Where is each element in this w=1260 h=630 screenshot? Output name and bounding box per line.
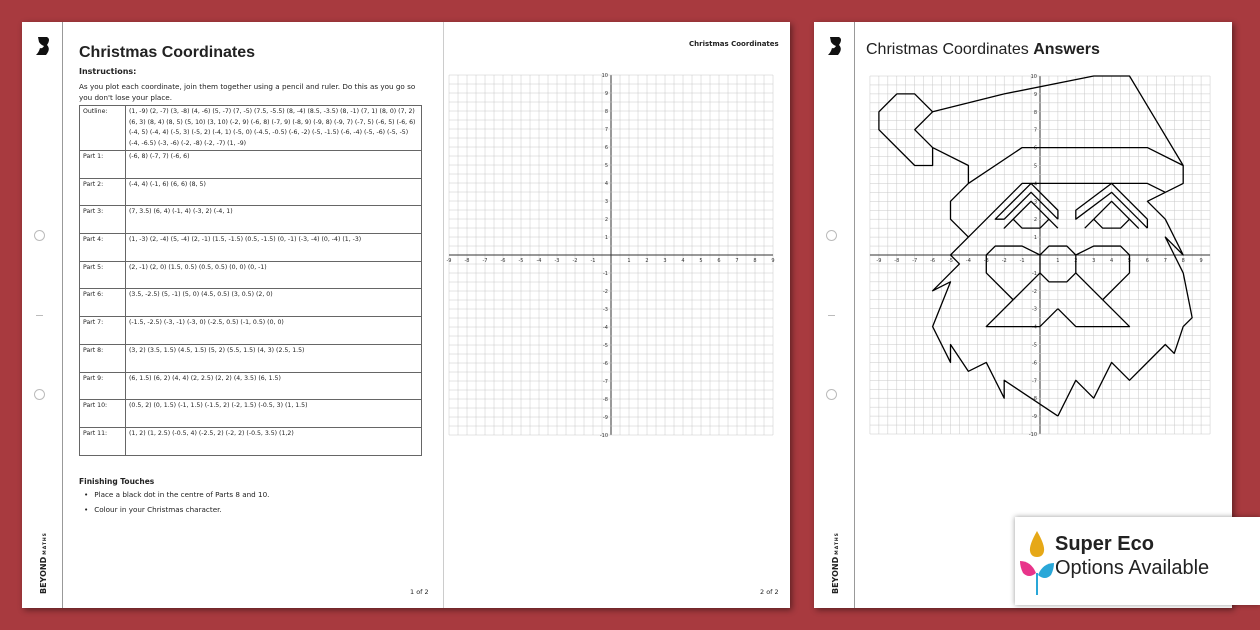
row-coordinates: (-4, 4) (-1, 6) (6, 6) (8, 5) [126,178,422,206]
y-tick-label: 6 [604,145,608,151]
y-tick-label: 1 [604,235,608,241]
x-tick-label: -2 [1001,258,1007,264]
y-tick-label: 7 [604,127,608,133]
row-coordinates: (1, -3) (2, -4) (5, -4) (2, -1) (1.5, -1.5) (0.5, -1.5) (0, -1) (-3, -4) (0, -4) (1, -3) [126,234,422,262]
y-tick-label: 7 [1033,127,1037,134]
x-tick-label: 9 [771,258,775,264]
row-coordinates: (-1.5, -2.5) (-3, -1) (-3, 0) (-2.5, 0.5) (-1, 0.5) (0, 0) [126,317,422,345]
x-tick-label: 8 [1181,258,1185,264]
x-tick-label: -3 [983,258,989,264]
y-tick-label: -2 [1032,288,1037,295]
super-eco-badge[interactable] [1015,517,1260,605]
eco-line2: Options Available [1055,557,1210,579]
x-tick-label: -9 [876,258,882,264]
y-tick-label: -4 [603,325,608,331]
x-tick-label: 9 [1199,258,1203,264]
row-coordinates: (2, -1) (2, 0) (1.5, 0.5) (0.5, 0.5) (0, 0) (0, -1) [126,261,422,289]
row-label: Part 9: [80,372,126,400]
y-tick-label: 5 [1033,163,1037,170]
y-tick-label: -5 [603,343,608,349]
y-tick-label: -1 [1032,270,1037,277]
x-tick-label: 6 [1145,258,1149,264]
y-tick-label: 10 [1030,74,1037,80]
x-tick-label: 2 [645,258,649,264]
finishing-heading: Finishing Touches [79,477,155,486]
page-number: 2 of 2 [760,588,779,596]
row-label: Part 4: [80,234,126,262]
page-number: 1 of 2 [410,588,429,596]
y-tick-label: 3 [1033,199,1037,206]
y-tick-label: 5 [604,163,608,169]
x-tick-label: 5 [1127,258,1132,264]
x-tick-label: -7 [482,258,488,264]
y-tick-label: 8 [604,109,608,115]
answers-title: Christmas Coordinates Answers [866,41,1100,58]
y-tick-label: 4 [1033,181,1037,188]
row-label: Part 2: [80,178,126,206]
x-tick-label: -7 [912,258,918,264]
instructions-text: As you plot each coordinate, join them together using a pencil and ruler. Do this as you go so you don't lose your place. [79,82,416,102]
y-tick-label: 1 [1033,235,1037,242]
worksheet-spread [22,22,790,608]
x-tick-label: -6 [930,258,936,264]
y-tick-label: -2 [603,289,608,295]
y-tick-label: -7 [603,379,608,385]
x-tick-label: 6 [717,258,721,264]
y-tick-label: -10 [1028,432,1037,438]
row-coordinates: (-6, 8) (-7, 7) (-6, 6) [126,151,422,179]
y-tick-label: 2 [1033,217,1037,224]
y-tick-label: -9 [1032,414,1037,421]
finishing-item: • Place a black dot in the centre of Parts 8 and 10. [84,490,269,499]
x-tick-label: -2 [572,258,578,264]
x-tick-label: 7 [735,258,739,264]
x-tick-label: -8 [894,258,900,264]
y-tick-label: -5 [1032,342,1037,349]
row-coordinates: (7, 3.5) (6, 4) (-1, 4) (-3, 2) (-4, 1) [126,206,422,234]
x-tick-label: -1 [590,258,596,264]
y-tick-label: 4 [604,181,608,187]
x-tick-label: 1 [1056,258,1060,264]
blank-coordinate-grid [22,22,790,608]
brand-label: BEYONDMATHS [831,532,840,594]
y-tick-label: -6 [1032,360,1037,367]
y-tick-label: -3 [1032,306,1037,313]
instructions-heading: Instructions: [79,67,137,76]
row-label: Part 5: [80,261,126,289]
y-tick-label: -1 [603,271,608,277]
x-tick-label: -9 [446,258,452,264]
row-label: Part 1: [80,151,126,179]
page-title: Christmas Coordinates [79,44,256,61]
row-coordinates: (3.5, -2.5) (5, -1) (5, 0) (4.5, 0.5) (3, 0.5) (2, 0) [126,289,422,317]
row-label: Part 8: [80,344,126,372]
eco-drop-icon [1017,523,1057,603]
x-tick-label: 7 [1163,258,1167,264]
x-tick-label: -6 [500,258,506,264]
row-label: Part 10: [80,400,126,428]
brand-label: BEYONDMATHS [39,532,48,594]
row-coordinates: (1, 2) (1, 2.5) (-0.5, 4) (-2.5, 2) (-2, 2) (-0.5, 3.5) (1,2) [126,427,422,455]
x-tick-label: 8 [753,258,757,264]
row-label: Part 6: [80,289,126,317]
y-tick-label: -3 [603,307,608,313]
finishing-item: • Colour in your Christmas character. [84,505,269,514]
row-coordinates: (0.5, 2) (0, 1.5) (-1, 1.5) (-1.5, 2) (-2, 1.5) (-0.5, 3) (1, 1.5) [126,400,422,428]
x-tick-label: 2 [1074,258,1078,264]
y-tick-label: 2 [604,217,608,223]
y-tick-label: -8 [603,397,608,403]
page2-header: Christmas Coordinates [689,40,779,48]
x-tick-label: 3 [663,258,667,264]
x-tick-label: -5 [948,258,953,264]
x-tick-label: 4 [681,258,685,264]
x-tick-label: -8 [464,258,470,264]
eco-line1: Super Eco [1055,533,1154,555]
x-tick-label: 4 [1110,258,1114,264]
row-label: Part 7: [80,317,126,345]
row-label: Outline: [80,106,126,151]
x-tick-label: 1 [627,258,631,264]
y-tick-label: 9 [1033,91,1037,98]
x-tick-label: 5 [699,258,703,264]
x-tick-label: -4 [965,258,971,264]
y-tick-label: 8 [1033,109,1037,116]
y-tick-label: 6 [1033,145,1037,152]
x-tick-label: -5 [518,258,524,264]
y-tick-label: 3 [604,199,608,205]
y-tick-label: -9 [603,415,608,421]
y-tick-label: -10 [599,433,608,439]
y-tick-label: -6 [603,361,608,367]
row-coordinates: (6, 1.5) (6, 2) (4, 4) (2, 2.5) (2, 2) (4, 3.5) (6, 1.5) [126,372,422,400]
x-tick-label: 3 [1092,258,1096,264]
y-tick-label: -4 [1032,324,1037,331]
y-tick-label: 10 [601,73,608,79]
row-coordinates: (3, 2) (3.5, 1.5) (4.5, 1.5) (5, 2) (5.5, 1.5) (4, 3) (2.5, 1.5) [126,344,422,372]
row-label: Part 3: [80,206,126,234]
y-tick-label: -7 [1032,378,1037,385]
row-coordinates: (1, -9) (2, -7) (3, -8) (4, -6) (5, -7) (7, -5) (7.5, -5.5) (8, -4) (8.5, -3.5) (8, -1) (7, 1) (8, 0) (7, 2) (6, 3) (8, 4) (8, 5) (5, 10) (3, 10) (-2, 9) (-6, 8) (-7, 9) (-8, 9) (-9, 8) (-9, 7) (-7, 5) (-6, 5) (-6, 6) (-4, 5) (-4, 4) (-5, 3) (-5, 2) (-4, 1) (-5, 0) (-4.5, -0.5) (-6, -2) (-5, -1.5) (-6, -4) (-5, -6) (-5, -5) (-4, -6.5) (-3, -6) (-2, -8) (-2, -7) (1, -9) [126,106,422,151]
y-tick-label: -8 [1032,396,1037,403]
x-tick-label: -1 [1019,258,1025,264]
x-tick-label: -3 [554,258,560,264]
row-label: Part 11: [80,427,126,455]
x-tick-label: -4 [536,258,542,264]
y-tick-label: 9 [604,91,608,97]
